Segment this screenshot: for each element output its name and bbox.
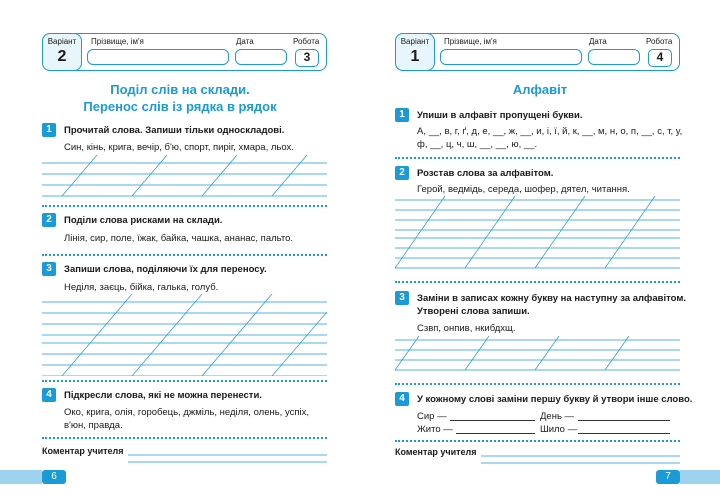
task-number: 2 [395,166,409,180]
task-text: Лінія, сир, поле, їжак, байка, чашка, ананас, пальто. [64,233,294,244]
writing-lines[interactable] [395,196,680,270]
variant-box [42,33,82,71]
separator [395,440,680,442]
page-number: 7 [656,470,680,484]
task-number: 3 [395,291,409,305]
task-title: Утворені слова запиши. [417,306,530,317]
writing-lines[interactable] [42,294,327,376]
name-field[interactable] [87,49,229,65]
task-number: 1 [42,123,56,137]
answer-line[interactable] [456,433,535,434]
page-edge [680,470,720,484]
task-title: Розстав слова за алфавітом. [417,168,554,179]
answer-line[interactable] [450,420,535,421]
word-prompt: День — [540,411,575,422]
separator [42,205,327,207]
answer-line[interactable] [578,433,670,434]
task-title: У кожному слові заміни першу букву й утвори інше слово. [417,394,693,405]
page-title-line2: Перенос слів із рядка в рядок [83,99,277,114]
left-header [42,33,327,71]
task-text: Син, кінь, крига, вечір, б'ю, спорт, пиріг, хмара, льох. [64,142,294,153]
date-label: Дата [589,37,607,46]
variant-label: Варіант [47,36,77,46]
task-title: Упиши в алфавіт пропущені букви. [417,110,583,121]
task-title: Підкресли слова, які не можна перенести. [64,390,262,401]
word-prompt: Жито — [417,424,453,435]
task-number: 4 [42,388,56,402]
variant-number: 1 [410,47,420,65]
task-title: Прочитай слова. Запиши тільки односкладові. [64,125,285,136]
task-text: Око, крига, олія, горобець, джміль, неділя, олень, успіх, [64,407,309,418]
task-text: в'юн, правда. [64,420,123,431]
work-label: Робота [646,37,673,46]
task-text: Герой, ведмідь, середа, шофер, дятел, читання. [417,184,630,195]
date-field[interactable] [235,49,287,65]
date-label: Дата [236,37,254,46]
page-title: Алфавіт [512,82,568,97]
task-text: Неділя, заєць, бійка, галька, голуб. [64,282,219,293]
task-number: 4 [395,392,409,406]
right-page [360,0,720,504]
name-label: Прізвище, ім'я [91,37,144,46]
task-text: Сзвп, онпив, нкибдхщ. [417,323,516,334]
page-number: 6 [42,470,66,484]
separator [42,380,327,382]
teacher-comment-lines[interactable] [481,448,680,464]
word-prompt: Сир — [417,411,447,422]
variant-box [395,33,435,71]
separator [395,157,680,159]
name-label: Прізвище, ім'я [444,37,497,46]
page-edge [0,470,42,484]
work-label: Робота [293,37,320,46]
work-number: 3 [295,49,319,67]
task-title: Поділи слова рисками на склади. [64,215,223,226]
writing-lines[interactable] [42,155,327,197]
work-number: 4 [648,49,672,67]
separator [42,437,327,439]
separator [395,383,680,385]
task-text: ф, __, ц, ч, ш, __, __, ю, __. [417,139,538,150]
task-title: Заміни в записах кожну букву на наступну за алфавітом. [417,293,686,304]
teacher-comment-label: Коментар учителя [42,446,124,456]
teacher-comment-lines[interactable] [128,447,327,463]
teacher-comment-label: Коментар учителя [395,447,477,457]
task-number: 2 [42,213,56,227]
separator [395,281,680,283]
task-number: 1 [395,108,409,122]
date-field[interactable] [588,49,640,65]
writing-lines[interactable] [395,336,680,372]
answer-line[interactable] [578,420,670,421]
right-header [395,33,680,71]
variant-label: Варіант [400,36,430,46]
word-prompt: Шило — [540,424,578,435]
name-field[interactable] [440,49,582,65]
task-text: А, __, в, г, ґ, д, е, __, ж, __, и, і, ї, й, к, __, м, н, о, п, __, с, т, у, [417,126,683,137]
variant-number: 2 [57,47,67,65]
task-title: Запиши слова, поділяючи їх для переносу. [64,264,267,275]
separator [42,254,327,256]
task-number: 3 [42,262,56,276]
page-title-line1: Поділ слів на склади. [110,82,250,97]
